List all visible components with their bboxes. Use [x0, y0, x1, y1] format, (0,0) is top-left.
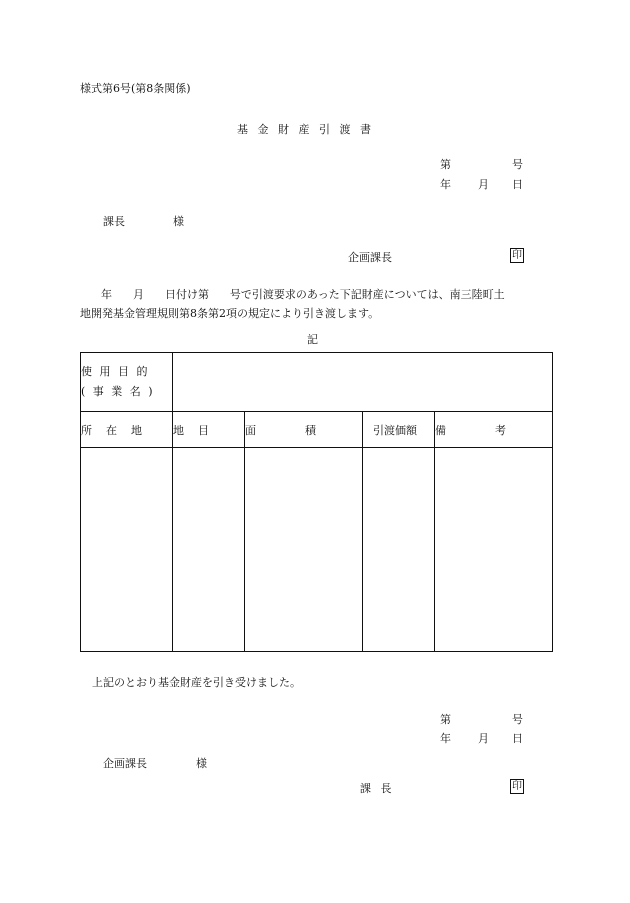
- sender-seal: 印: [512, 250, 522, 261]
- document-title: 基 金 財 産 引 渡 書: [237, 123, 371, 136]
- property-table: [80, 352, 553, 652]
- bottom-date-year: 年: [440, 732, 451, 745]
- addressee-name: 課長: [103, 215, 125, 228]
- cell-land-category: [173, 448, 245, 652]
- col-transfer-value: 引渡価額: [363, 412, 435, 448]
- col-area: 面 積: [245, 412, 363, 448]
- cell-remarks: [435, 448, 553, 652]
- cell-location: [81, 448, 173, 652]
- body-line-2: 地開発基金管理規則第8条第2項の規定により引き渡します。: [80, 307, 380, 320]
- data-row: [81, 448, 553, 652]
- purpose-label-line-2: ( 事 業 名 ): [81, 385, 153, 398]
- top-number-prefix: 第: [440, 158, 451, 171]
- receipt-text: 上記のとおり基金財産を引き受けました。: [92, 676, 301, 689]
- purpose-label-line-1: 使 用 目 的: [81, 365, 148, 378]
- cell-area: [245, 448, 363, 652]
- col-land-category: 地 目: [173, 412, 245, 448]
- col-remarks: 備 考: [435, 412, 553, 448]
- cell-transfer-value: [363, 448, 435, 652]
- top-date-year: 年: [440, 178, 451, 191]
- top-number-suffix: 号: [512, 158, 523, 171]
- bottom-sender-title: 課 長: [360, 782, 392, 795]
- bottom-addressee-honorific: 様: [196, 757, 207, 770]
- bottom-number-suffix: 号: [512, 713, 523, 726]
- addressee-honorific: 様: [173, 215, 184, 228]
- body-line-1: 年 月 日付け第 号で引渡要求のあった下記財産については、南三陸町土: [80, 288, 505, 301]
- form-number: 様式第6号(第8条関係): [80, 82, 191, 95]
- top-date-day: 日: [512, 178, 523, 191]
- sender-title: 企画課長: [348, 251, 392, 264]
- col-location: 所 在 地: [81, 412, 173, 448]
- bottom-addressee-name: 企画課長: [103, 757, 147, 770]
- bottom-date-day: 日: [512, 732, 523, 745]
- purpose-row: [81, 353, 553, 412]
- bottom-sender-seal: 印: [512, 781, 522, 792]
- header-row: [81, 412, 553, 448]
- bottom-number-prefix: 第: [440, 713, 451, 726]
- bottom-date-month: 月: [478, 732, 489, 745]
- ki-label: 記: [307, 333, 318, 346]
- top-date-month: 月: [478, 178, 489, 191]
- purpose-value-cell: [173, 353, 553, 412]
- purpose-label-cell: [81, 353, 173, 412]
